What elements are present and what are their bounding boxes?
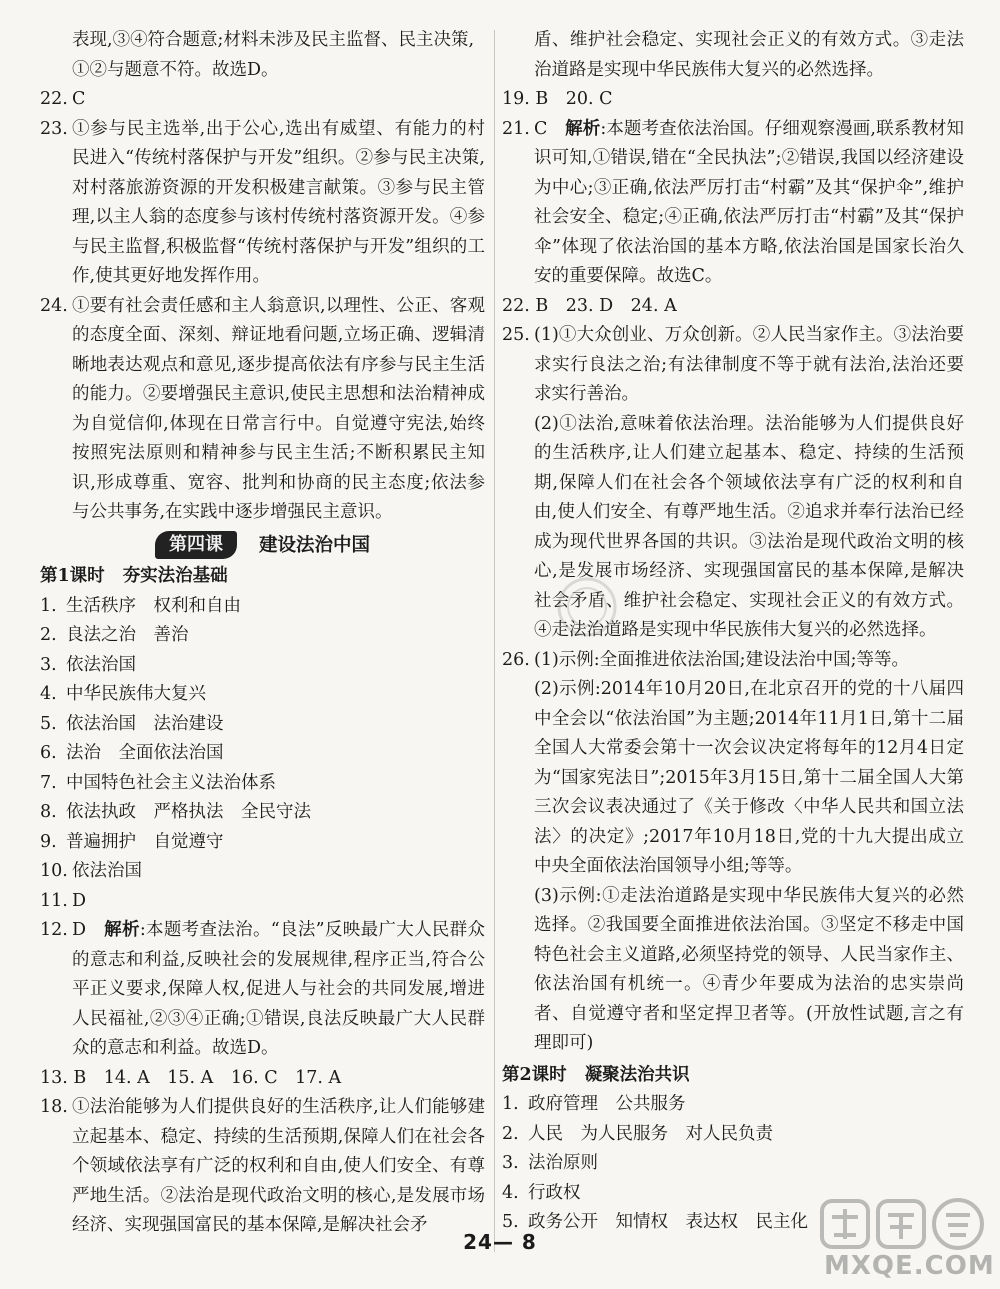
- item-number: 8.: [40, 802, 57, 822]
- item-answer: 依法治国 法治建设: [66, 713, 224, 734]
- item-number: 4.: [502, 1182, 519, 1203]
- lesson-heading: [40, 531, 485, 561]
- answer-25-part-1: (1)①大众创业、万众创新。②人民当家作主。③法治要求实行良法之治;有法律制度不等于就有法治,法治还要求实行善治。: [534, 325, 964, 404]
- answer-24: 24. ①要有社会责任感和主人翁意识,以理性、公正、客观的态度全面、深刻、辩证地看问题,立场正确、逻辑清晰地表达观点和意见,逐步提高依法有序参与民主生活的能力。②要增强民主意识,使民主思想和法治精神成为自觉信仰,体现在日常言行中。自觉遵守宪法,始终按照宪法原则和精神参与民主生活;不断积累民主知识,形成尊重、宽容、批判和协商的民主态度;依法参与公共事务,在实践中逐步增强民主意识。: [40, 295, 485, 522]
- list-item: [40, 651, 485, 681]
- item-answer: 人民 为人民服务 对人民负责: [528, 1123, 773, 1144]
- item-number: 4.: [40, 684, 57, 704]
- section-title-2: 第2课时 凝聚法治共识: [502, 1064, 690, 1085]
- lesson-title: 建设法治中国: [258, 534, 370, 556]
- watermark-text: MXQE.COM: [824, 1251, 995, 1281]
- item-answer: 法治原则: [528, 1153, 598, 1173]
- list-item: [40, 592, 485, 622]
- list-item: [40, 887, 485, 917]
- answer-23: 23. ①参与民主选举,出于公心,选出有威望、有能力的村民进入“传统村落保护与开发”组织。②参与民主决策,对村落旅游资源的开发积极建言献策。③参与民主管理,以主人翁的态度参与该村传统村落资源开发。④参与民主监督,积极监督“传统村落保护与开发”组织的工作,使其更好地发挥作用。: [40, 118, 485, 286]
- continued-answer-18: 盾、维护社会稳定、实现社会正义的有效方式。③走法治道路是实现中华民族伟大复兴的必然选择。: [534, 30, 964, 80]
- lesson-badge: 第四课: [155, 531, 237, 559]
- item-number: 2.: [40, 625, 57, 645]
- item-number: 1.: [40, 595, 57, 616]
- answers-22-24: 22. B 23. D 24. A: [502, 295, 677, 316]
- answer-18: 18. ①法治能够为人们提供良好的生活秩序,让人们能够建立起基本、稳定、持续的生活预期,保障人们在社会各个领域依法享有广泛的权利和自由,使人们安全、有尊严地生活。②法治是现代政治文明的核心,是发展市场经济、实现强国富民的基本保障,是解决社会矛: [40, 1097, 485, 1235]
- answers-13-17: 13. B 14. A 15. A 16. C 17. A: [40, 1067, 342, 1088]
- item-answer: 依法执政 严格执法 全民守法: [66, 802, 311, 822]
- list-item: [40, 798, 485, 828]
- fill-in-answers: [40, 592, 485, 917]
- item-number: 3.: [502, 1153, 519, 1173]
- list-item: [40, 857, 485, 887]
- column-divider: [494, 30, 495, 1252]
- answer-26: 26. (1)示例:全面推进依法治国;建设法治中国;等等。 (2)示例:2014年10月20日,在北京召开的党的十八届四中全会以“依法治国”为主题;2014年11月1日,第十二届全国人大常委会第十一次会议决定将每年的12月4日定为“国家宪法日”;2015年3月15日,第十二届全国人大第三次会议表决通过了《关于修改〈中华人民共和国立法法〉的决定》;2017年10月18日,党的十九大提出成立中央全面依法治国领导小组;等等。 (3)示例:①走法治道路是实现中华民族伟大复兴的必然选择。②我国要全面推进依法治国。③坚定不移走中国特色社会主义道路,必须坚持党的领导、人民当家作主、依法治国有机统一。④青少年要成为法治的忠实崇尚者、自觉遵守者和坚定捍卫者等。(开放性试题,言之有理即可): [502, 646, 964, 1059]
- answer-25-part-2: (2)①法治,意味着依法治理。法治能够为人们提供良好的生活秩序,让人们建立起基本、稳定、持续的生活预期,保障人们在社会各个领域依法享有广泛的权利和自由,使人们安全、有尊严地生活。②追求并奉行法治已经成为现代世界各国的共识。③法治是现代政治文明的核心,是发展市场经济、实现强国富民的基本保障,是解决社会矛盾、维护社会稳定、实现社会正义的有效方式。④走法治道路是实现中华民族伟大复兴的必然选择。: [534, 413, 964, 640]
- list-item: [40, 621, 485, 651]
- answer-26-part-2: (2)示例:2014年10月20日,在北京召开的党的十八届四中全会以“依法治国”为主题;2014年11月1日,第十二届全国人大常委会第十一次会议决定将每年的12月4日定为“国家宪法日”;2015年3月15日,第十二届全国人大第三次会议表决通过了《关于修改〈中华人民共和国立法法〉的决定》;2017年10月18日,党的十九大提出成立中央全面依法治国领导小组;等等。: [534, 679, 964, 876]
- section-title-1: 第1课时 夯实法治基础: [40, 566, 228, 586]
- item-answer: 普遍拥护 自觉遵守: [66, 831, 224, 852]
- item-answer: 依法治国: [72, 861, 142, 881]
- item-number: 5.: [502, 1212, 519, 1232]
- list-item: [40, 739, 485, 769]
- item-number: 6.: [40, 743, 57, 763]
- answer-26-part-3: (3)示例:①走法治道路是实现中华民族伟大复兴的必然选择。②我国要全面推进依法治国。③坚定不移走中国特色社会主义道路,必须坚持党的领导、人民当家作主、依法治国有机统一。④青少年要成为法治的忠实崇尚者、自觉遵守者和坚定捍卫者等。(开放性试题,言之有理即可): [534, 885, 964, 1053]
- item-answer: 法治 全面依法治国: [66, 743, 224, 763]
- item-answer: 良法之治 善治: [66, 625, 189, 645]
- item-answer: 中华民族伟大复兴: [66, 684, 206, 704]
- item-number: 10.: [40, 861, 68, 881]
- answers-19-20: 19. B 20. C: [502, 89, 613, 109]
- page-number: 24— 8: [463, 1230, 537, 1254]
- answer-25: 25. (1)①大众创业、万众创新。②人民当家作主。③法治要求实行良法之治;有法律制度不等于就有法治,法治还要求实行善治。 (2)①法治,意味着依法治理。法治能够为人们提供良好的生活秩序,让人们建立起基本、稳定、持续的生活预期,保障人们在社会各个领域依法享有广泛的权利和自由,使人们安全、有尊严地生活。②追求并奉行法治已经成为现代世界各国的共识。③法治是现代政治文明的核心,是发展市场经济、实现强国富民的基本保障,是解决社会矛盾、维护社会稳定、实现社会正义的有效方式。④走法治道路是实现中华民族伟大复兴的必然选择。: [502, 321, 964, 646]
- item-number: 5.: [40, 713, 57, 734]
- list-item: [502, 1120, 964, 1150]
- faint-stamp-icon: [555, 575, 619, 639]
- answer-21: 21. C 解析:本题考查依法治国。仔细观察漫画,联系教材知识可知,①错误,错在“全民执法”;②错误,我国以经济建设为中心;③正确,依法严厉打击“村霸”及其“保护伞”,维护社会安全、稳定;④正确,依法严厉打击“村霸”及其“保护伞”体现了依法治国的基本方略,依法治国是国家长治久安的重要保障。故选C。: [502, 118, 965, 286]
- item-number: 7.: [40, 772, 57, 793]
- item-answer: D: [72, 890, 87, 911]
- answer-circle-logo-icon: [820, 1195, 990, 1253]
- item-number: 2.: [502, 1123, 519, 1144]
- watermark: [820, 1195, 995, 1285]
- item-answer: 政府管理 公共服务: [528, 1094, 686, 1114]
- item-number: 3.: [40, 654, 57, 675]
- analysis-label: 解析: [565, 118, 601, 139]
- item-answer: 生活秩序 权利和自由: [66, 595, 241, 616]
- list-item: [40, 769, 485, 799]
- answer-12: 12. D 解析:本题考查法治。“良法”反映最广大人民群众的意志和利益,反映社会的发展规律,程序正当,符合公平正义要求,保障人权,促进人与社会的共同发展,增进人民福祉,②③④正确;①错误,良法反映最广大人民群众的意志和利益。故选D。: [40, 920, 485, 1058]
- item-answer: 中国特色社会主义法治体系: [66, 772, 276, 793]
- item-number: 1.: [502, 1094, 519, 1114]
- item-number: 9.: [40, 831, 57, 852]
- list-item: [40, 828, 485, 858]
- answer-26-part-1: (1)示例:全面推进依法治国;建设法治中国;等等。: [534, 649, 909, 670]
- item-answer: 行政权: [528, 1182, 581, 1203]
- continued-answer: 表现,③④符合题意;材料未涉及民主监督、民主决策, ①②与题意不符。故选D。: [72, 30, 475, 80]
- left-column: [40, 26, 485, 1241]
- item-number: 11.: [40, 890, 68, 911]
- item-answer: 依法治国: [66, 654, 136, 675]
- list-item: [502, 1149, 964, 1179]
- list-item: [40, 680, 485, 710]
- analysis-label: 解析: [104, 920, 140, 940]
- answer-22: 22. C: [40, 89, 86, 109]
- list-item: [40, 710, 485, 740]
- list-item: [502, 1090, 964, 1120]
- item-answer: 政务公开 知情权 表达权 民主化: [528, 1212, 808, 1232]
